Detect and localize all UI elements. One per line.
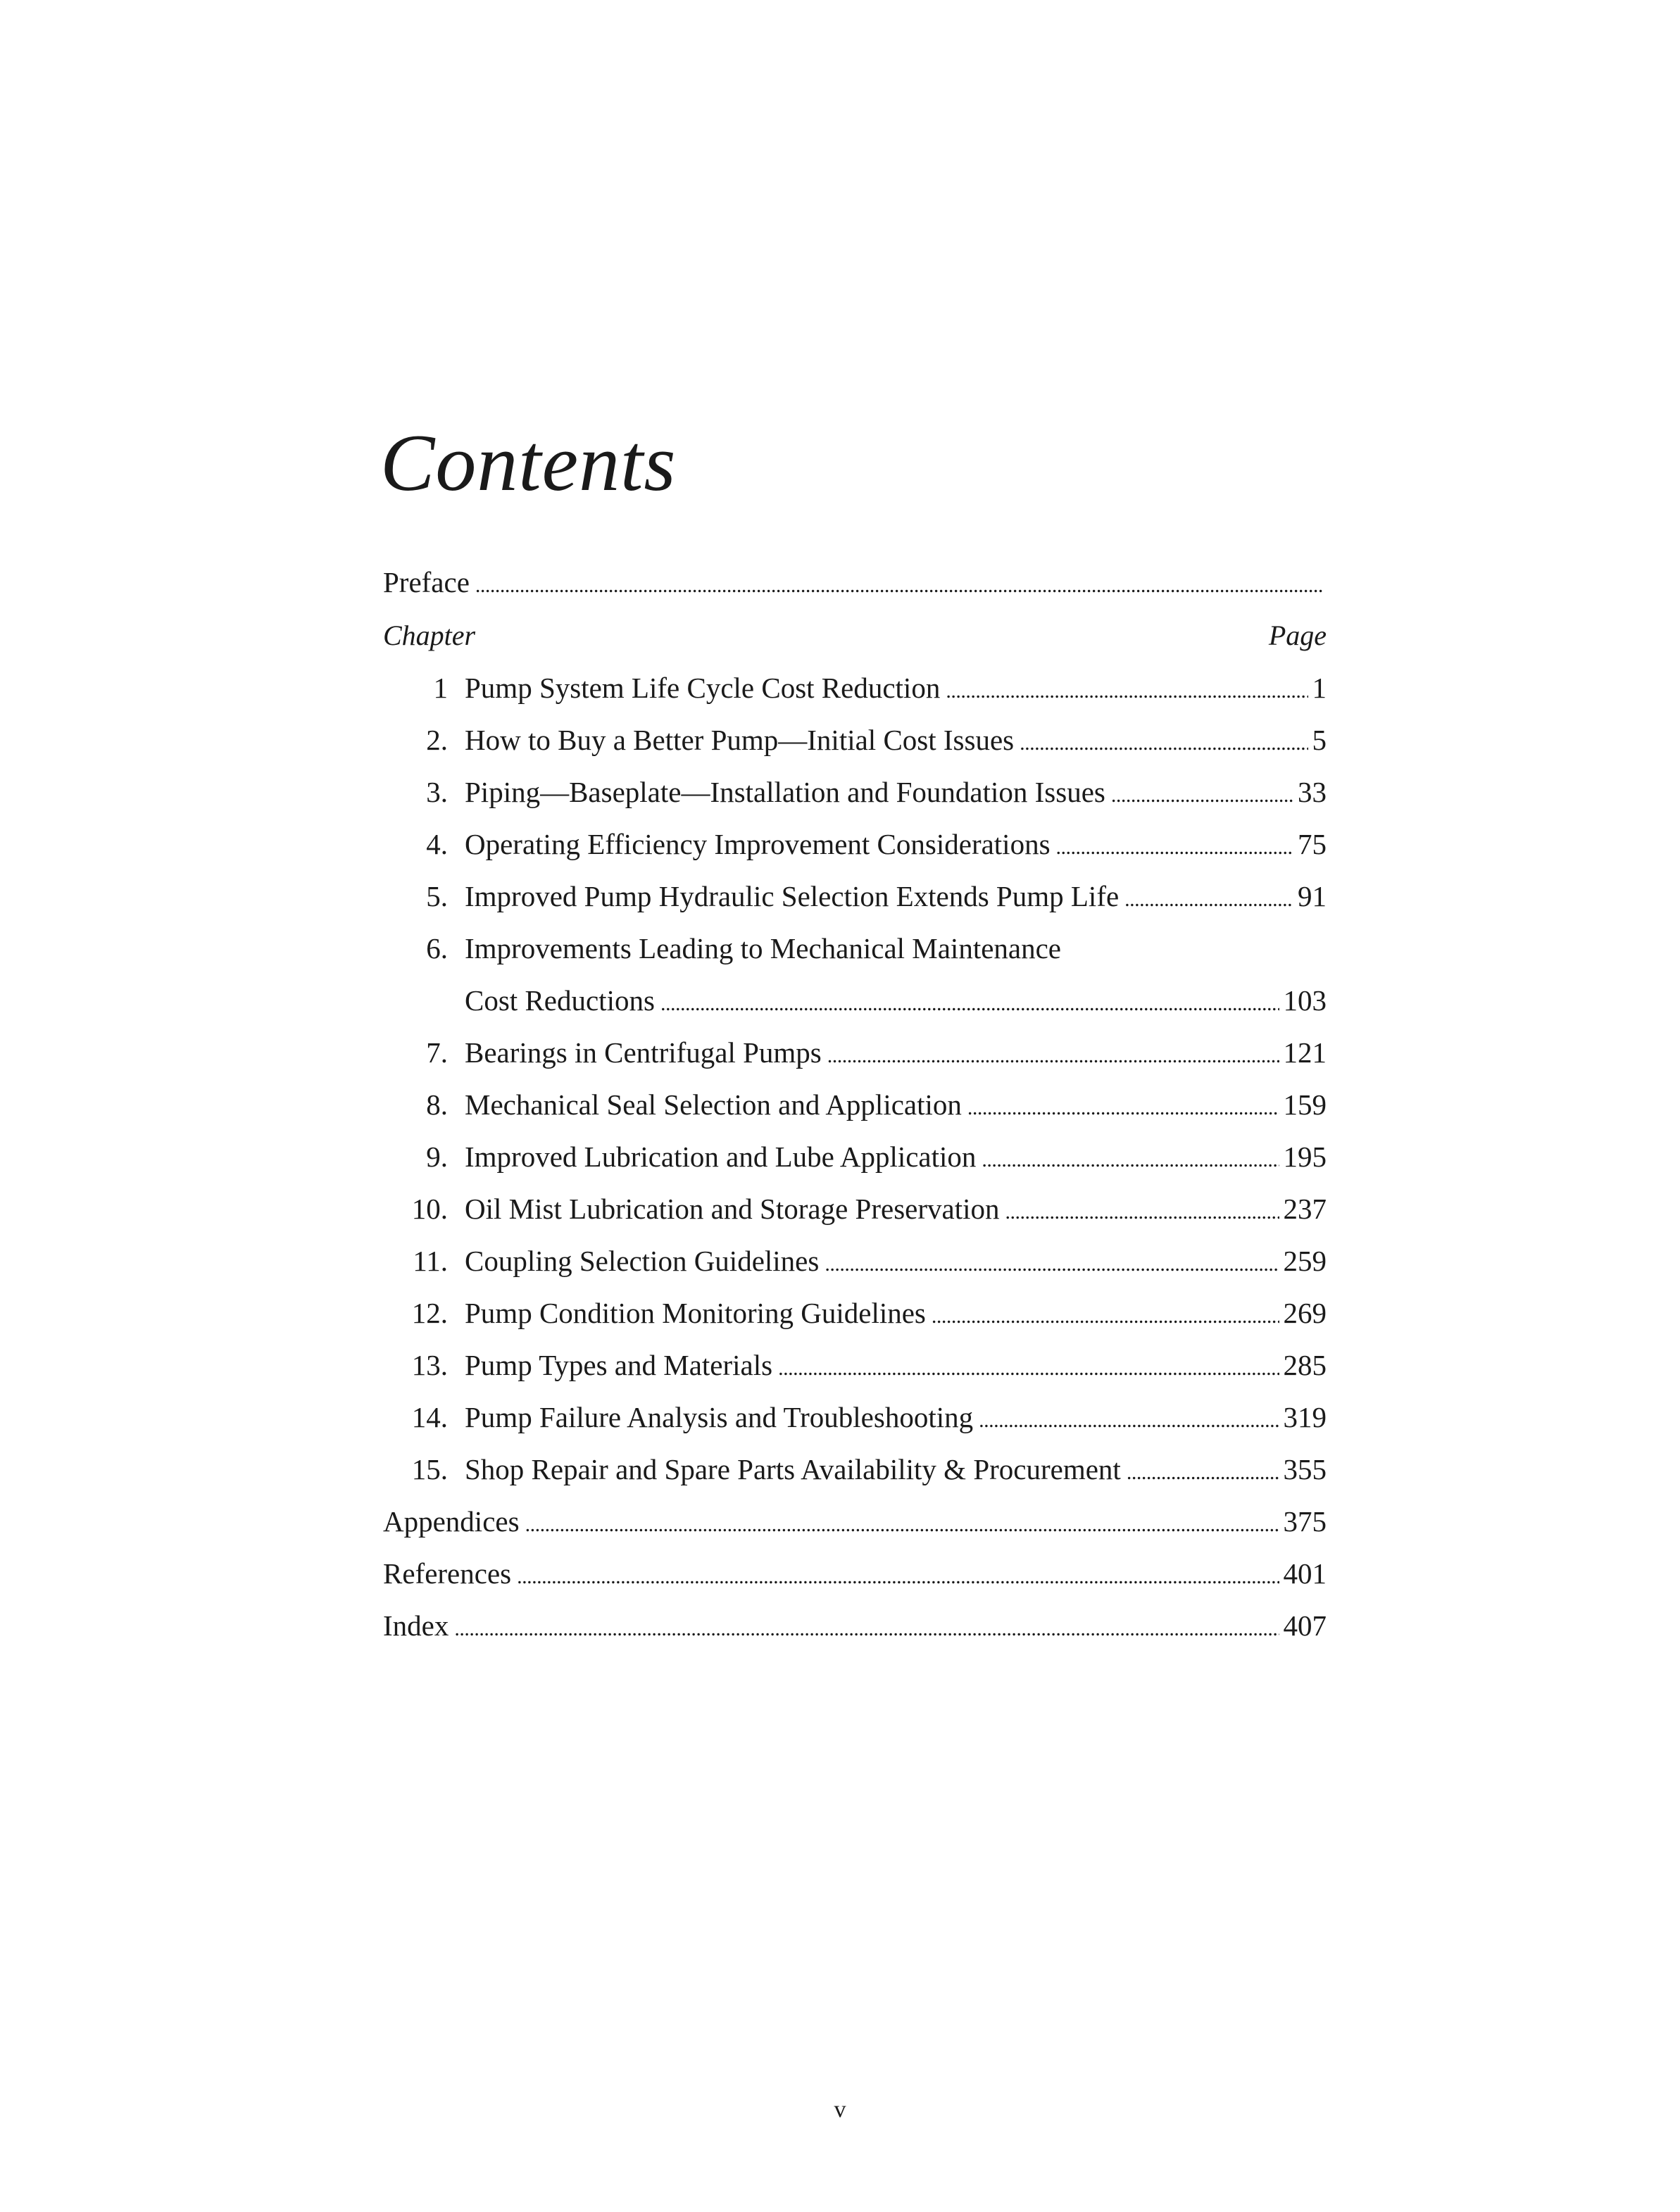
toc-entry-chapter[interactable] bbox=[383, 818, 1327, 870]
chapter-number: 14. bbox=[411, 1401, 448, 1433]
entry-page: 33 bbox=[1298, 776, 1327, 808]
page-title: Contents bbox=[380, 418, 677, 508]
entry-page: 159 bbox=[1283, 1088, 1327, 1121]
entry-title: Pump Failure Analysis and Troubleshooting bbox=[465, 1401, 974, 1433]
toc-entry-chapter[interactable] bbox=[383, 1339, 1327, 1391]
toc-entry-chapter[interactable] bbox=[383, 1235, 1327, 1287]
chapter-number: 1 bbox=[433, 672, 448, 704]
toc-entry-chapter[interactable] bbox=[383, 1443, 1327, 1495]
chapter-number: 13. bbox=[411, 1349, 448, 1381]
entry-title: Appendices bbox=[383, 1505, 520, 1538]
entry-page: 103 bbox=[1283, 984, 1327, 1017]
toc-entry-chapter[interactable] bbox=[383, 1026, 1327, 1079]
toc-entry-preface[interactable] bbox=[383, 556, 1327, 608]
chapter-number: 4. bbox=[426, 828, 448, 860]
chapter-number: 6. bbox=[426, 932, 448, 964]
chapter-number: 2. bbox=[426, 724, 448, 756]
chapter-number: 7. bbox=[426, 1036, 448, 1069]
dot-leader bbox=[1005, 1186, 1279, 1238]
toc-entry-chapter[interactable] bbox=[383, 766, 1327, 818]
entry-page: 259 bbox=[1283, 1245, 1327, 1277]
entry-page: 285 bbox=[1283, 1349, 1327, 1381]
dot-leader bbox=[827, 1030, 1279, 1082]
chapter-number: 11. bbox=[413, 1245, 448, 1277]
entry-title: Pump System Life Cycle Cost Reduction bbox=[465, 672, 941, 704]
dot-leader bbox=[454, 1603, 1279, 1655]
dot-leader bbox=[778, 1343, 1279, 1395]
entry-title: References bbox=[383, 1557, 512, 1590]
chapter-number: 9. bbox=[426, 1140, 448, 1173]
entry-page: 5 bbox=[1312, 724, 1327, 756]
dot-leader bbox=[979, 1395, 1279, 1447]
entry-title: Shop Repair and Spare Parts Availability & Procurement bbox=[465, 1453, 1121, 1485]
toc-entry-chapter[interactable] bbox=[383, 1183, 1327, 1235]
toc-entry-index[interactable] bbox=[383, 1600, 1327, 1652]
entry-title-continued: Cost Reductions bbox=[465, 984, 655, 1017]
dot-leader bbox=[825, 1238, 1279, 1290]
toc-entry-chapter[interactable] bbox=[383, 870, 1327, 922]
entry-page: 269 bbox=[1283, 1297, 1327, 1329]
entry-page: 237 bbox=[1283, 1193, 1327, 1225]
dot-leader bbox=[660, 978, 1279, 1030]
dot-leader bbox=[1111, 769, 1293, 822]
chapter-number: 15. bbox=[411, 1453, 448, 1485]
chapter-column-header: Chapter bbox=[383, 620, 476, 651]
toc-entry-chapter[interactable] bbox=[383, 714, 1327, 766]
entry-title: Operating Efficiency Improvement Considerations bbox=[465, 828, 1051, 860]
chapter-number: 12. bbox=[411, 1297, 448, 1329]
entry-title: Oil Mist Lubrication and Storage Preservation bbox=[465, 1193, 1000, 1225]
entry-title: Pump Condition Monitoring Guidelines bbox=[465, 1297, 926, 1329]
entry-page: 1 bbox=[1312, 672, 1327, 704]
chapter-number: 8. bbox=[426, 1088, 448, 1121]
toc-entry-chapter[interactable] bbox=[383, 1287, 1327, 1339]
entry-page: 355 bbox=[1283, 1453, 1327, 1485]
entry-title: How to Buy a Better Pump—Initial Cost Issues bbox=[465, 724, 1015, 756]
dot-leader bbox=[1124, 874, 1293, 926]
entry-page: 375 bbox=[1283, 1505, 1327, 1538]
entry-page: 195 bbox=[1283, 1140, 1327, 1173]
entry-title: Index bbox=[383, 1609, 449, 1642]
entry-page: 401 bbox=[1283, 1557, 1327, 1590]
toc-entry-references[interactable] bbox=[383, 1547, 1327, 1600]
dot-leader bbox=[517, 1551, 1279, 1603]
entry-title: Improved Lubrication and Lube Application bbox=[465, 1140, 977, 1173]
dot-leader bbox=[946, 665, 1308, 717]
entry-title: Bearings in Centrifugal Pumps bbox=[465, 1036, 822, 1069]
dot-leader bbox=[1020, 717, 1308, 769]
entry-page: 319 bbox=[1283, 1401, 1327, 1433]
entry-page: 91 bbox=[1298, 880, 1327, 912]
dot-leader bbox=[1127, 1447, 1279, 1499]
toc-entry-continuation[interactable] bbox=[383, 974, 1327, 1026]
entry-title: Pump Types and Materials bbox=[465, 1349, 773, 1381]
column-headers bbox=[383, 610, 1327, 662]
entry-title: Coupling Selection Guidelines bbox=[465, 1245, 820, 1277]
toc-entry-appendices[interactable] bbox=[383, 1495, 1327, 1547]
entry-title: Improvements Leading to Mechanical Maintenance bbox=[465, 932, 1062, 964]
chapter-number: 3. bbox=[426, 776, 448, 808]
toc-entry-chapter[interactable] bbox=[383, 922, 1327, 974]
entry-title: Improved Pump Hydraulic Selection Extends Pump Life bbox=[465, 880, 1120, 912]
entry-title: Piping—Baseplate—Installation and Foundation Issues bbox=[465, 776, 1105, 808]
dot-leader bbox=[932, 1290, 1279, 1343]
dot-leader bbox=[475, 560, 1322, 612]
toc-entry-chapter[interactable] bbox=[383, 662, 1327, 714]
entry-title: Preface bbox=[383, 566, 470, 598]
entry-page: 75 bbox=[1298, 828, 1327, 860]
dot-leader bbox=[525, 1499, 1279, 1551]
chapter-number: 10. bbox=[411, 1193, 448, 1225]
chapter-number: 5. bbox=[426, 880, 448, 912]
toc-entry-chapter[interactable] bbox=[383, 1131, 1327, 1183]
page-folio: v bbox=[834, 2097, 846, 2123]
entry-title: Mechanical Seal Selection and Application bbox=[465, 1088, 962, 1121]
dot-leader bbox=[967, 1082, 1279, 1134]
entry-page: 407 bbox=[1283, 1609, 1327, 1642]
toc-entry-chapter[interactable] bbox=[383, 1079, 1327, 1131]
entry-page: 121 bbox=[1283, 1036, 1327, 1069]
page-column-header: Page bbox=[1268, 620, 1327, 651]
dot-leader bbox=[982, 1134, 1279, 1186]
toc-entry-chapter[interactable] bbox=[383, 1391, 1327, 1443]
dot-leader bbox=[1056, 822, 1293, 874]
